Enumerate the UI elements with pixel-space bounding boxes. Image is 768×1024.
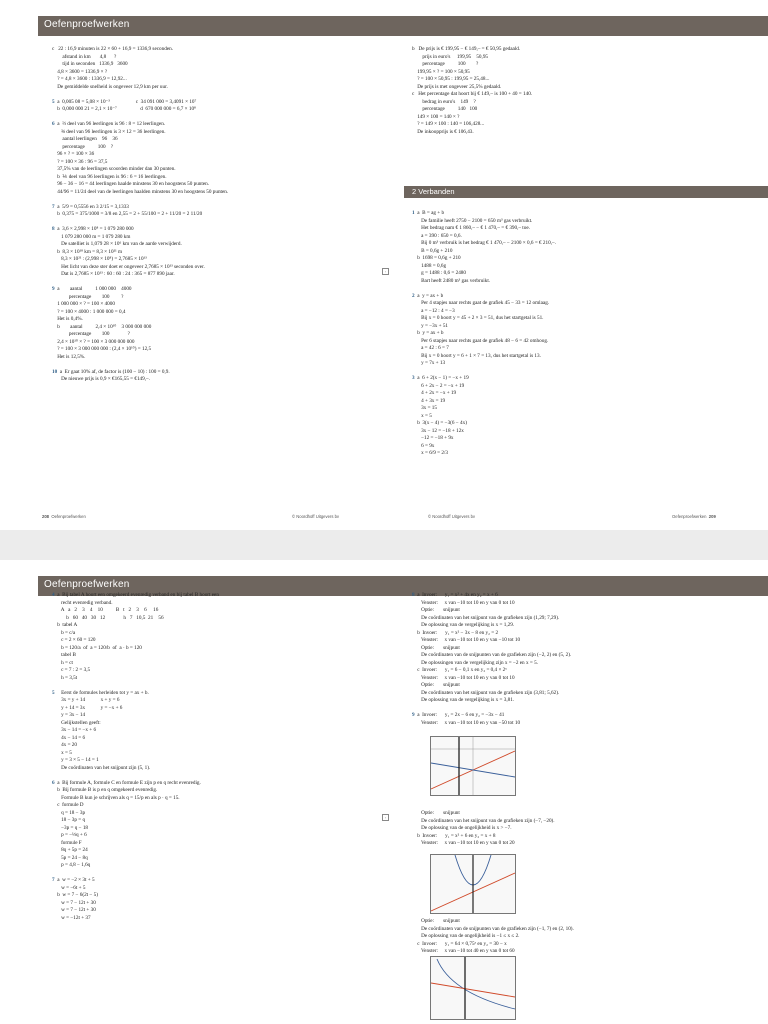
text-line: 1 000 000 × ? = 100 × 4000: [52, 301, 115, 307]
text-line: b = c/a: [52, 629, 76, 636]
text-line: 4 + 3x = 19: [412, 397, 446, 404]
text-line: w = 7 − 12t + 30: [52, 899, 96, 906]
question-number: 6: [52, 779, 55, 786]
text-line: 4x = 20: [52, 742, 77, 748]
text-line: 3x = 15: [412, 405, 437, 411]
text-line: Het bedrag nam € 1 860,– − € 1 470,– = € 390,– toe.: [412, 225, 530, 231]
text-line: b y = ax + b: [412, 330, 444, 336]
text-line: Bart heeft 2480 m³ gas verbruikt.: [412, 277, 491, 284]
text-line: afstand in km 4,8 ?: [52, 53, 117, 60]
text-line: Optie: snijpunt: [412, 810, 460, 816]
page-209-bottom-content: [412, 210, 752, 458]
text-line: 5 a 0,005 08 = 5,08 × 10⁻³ c 34 091 000 = 3,4091 × 10⁷: [52, 98, 197, 105]
text-line: [412, 368, 752, 376]
text-line: 9 a Invoer: y₁ = 2x − 6 en y₂ = −3x − 41: [412, 712, 505, 718]
text-line: percentage 100 ?: [52, 331, 130, 337]
text-line: [52, 91, 382, 99]
text-line: De oplossing van de ongelijkheid is x > −7.: [412, 825, 512, 831]
text-line: 6 a Bij formule A, formule C en formule E zijn p en q recht evenredig.: [52, 779, 201, 786]
page-211-content-c: [412, 918, 752, 956]
text-line: Formule B kun je schrijven als q = 15/p en als p · q = 15.: [52, 794, 180, 801]
text-line: b Bij formule B is p en q omgekeerd evenredig.: [52, 787, 158, 793]
text-line: 1 079 280 000 m = 1 079 280 km: [52, 233, 131, 240]
text-line: c Het percentage dat hoort bij € 149,– is 100 + 40 = 140.: [412, 91, 533, 97]
text-line: 8,3 × 10²¹ : (2,998 × 10⁸) = 2,7685 × 10¹³: [52, 256, 147, 262]
text-line: De coördinaten van het snijpunt zijn (5, 1).: [52, 764, 151, 771]
text-line: 6 = 9x: [412, 442, 435, 449]
text-line: tabel B: [52, 652, 76, 658]
section-2-title: 2 Verbanden: [412, 187, 455, 196]
text-line: De coördinaten van het snijpunt van de grafieken zijn (1,29; 7,29).: [412, 614, 560, 621]
text-line: [52, 870, 382, 878]
text-line: Het is 12,5%.: [52, 353, 86, 360]
text-line: De satelliet is 1,079 28 × 10⁶ km van de aarde verwijderd.: [52, 241, 182, 247]
footer-label-left: Oefenproefwerken: [51, 514, 86, 519]
text-line: w = −12t + 37: [52, 914, 91, 921]
question-number: 7: [52, 203, 55, 210]
text-line: 8q + 5p = 24: [52, 847, 88, 853]
text-line: percentage 100 ?: [52, 293, 124, 300]
page-209-top-content: [412, 46, 752, 136]
text-line: 5p = 24 − 8q: [52, 854, 88, 861]
text-line: Venster: x van −10 tot 40 en y van 0 tot 60: [412, 948, 515, 954]
text-line: [52, 219, 382, 227]
text-line: b 1698 = 0,6g + 210: [412, 255, 461, 261]
text-line: De oplossing van de vergelijking is x = 3,81.: [412, 697, 515, 703]
text-line: aantal leerlingen 96 36: [52, 136, 118, 142]
text-line: x = 5: [412, 412, 432, 419]
text-line: percentage 100 ?: [52, 143, 114, 150]
text-line: y + 14 = 3x y = −x + 6: [52, 704, 123, 711]
footer-label-right: Oefenproefwerken: [672, 514, 707, 519]
text-line: y = 7x + 13: [412, 360, 446, 366]
text-line: ? = 100 × 4000 : 1 000 000 = 0,4: [52, 308, 126, 315]
text-line: tijd in seconden 1336,9 3600: [52, 61, 128, 67]
text-line: g = 1488 : 0,6 = 2480: [412, 270, 466, 276]
text-line: ? = 4,8 × 3600 : 1336,9 = 12,92...: [52, 76, 127, 82]
text-line: 8 a 3,6 × 2,998 × 10⁸ = 1 079 280 000: [52, 226, 134, 232]
text-line: y = 3 × 5 − 14 = 1: [52, 757, 99, 763]
text-line: 2,4 × 10¹⁰ × ? = 100 × 3 000 000 000: [52, 338, 135, 345]
text-line: De inkoopprijs is € 106,43.: [412, 128, 474, 135]
text-line: Dat is 2,7685 × 10¹³ : 60 : 60 : 24 : 365 = 877 890 jaar.: [52, 271, 175, 277]
text-line: 44/96 = 11/24 deel van de leerlingen haalden minstens 30 en hoogstens 50 punten.: [52, 188, 229, 195]
text-line: [52, 114, 382, 122]
text-line: prijs in euro's 199,95 50,95: [412, 53, 489, 60]
text-line: q = 18 − 3p: [52, 809, 86, 816]
text-line: [52, 361, 382, 369]
text-line: De coördinaten van de snijpunten van de grafieken zijn (−1, 7) en (2, 10).: [412, 925, 574, 932]
question-number: 9: [52, 286, 55, 292]
text-line: b De prijs is € 199,95 − € 149,– = € 50,95 gedaald.: [412, 46, 521, 52]
text-line: 37,5% van de leerlingen scoorden minder dan 30 punten.: [52, 166, 176, 172]
text-line: ? = 100 × 3 000 000 000 : (2,4 × 10¹⁰) = 12,5: [52, 346, 152, 352]
text-line: b 8,3 × 10¹⁸ km = 8,3 × 10²¹ m: [52, 248, 123, 255]
text-line: B = 0,6g + 210: [412, 247, 453, 254]
text-line: 10 a Er gaat 10% af, de factor is (100 − 10) : 100 = 0,9.: [52, 368, 170, 375]
text-line: 3x = y + 14 x + y = 6: [52, 697, 120, 703]
section-2-header: [404, 186, 768, 198]
text-line: 4x − 14 = 6: [52, 734, 86, 741]
question-number: 2: [412, 292, 415, 299]
footer-publisher-right: © Noordhoff Uitgevers bv: [428, 514, 475, 519]
text-line: c Invoer: y₁ = 64 × 0,75ˣ en y₂ = 30 − x: [412, 940, 507, 947]
text-line: 9 a aantal 1 000 000 4000: [52, 286, 132, 292]
text-line: 4 a Bij tabel A hoort een omgekeerd evenredig verband en bij tabel B hoort een: [52, 592, 219, 598]
text-line: 4 + 2x = −x + 19: [412, 390, 457, 396]
text-line: Bij x = 0 hoort y = 45 + 2 × 3 = 51, dus het startgetal is 51.: [412, 315, 544, 321]
question-number: 8: [52, 226, 55, 232]
text-line: b aantal 2,4 × 10¹⁰ 3 000 000 000: [52, 323, 152, 330]
text-line: 8 a Invoer: y₁ = x² + 4x en y₂ = x + 6: [412, 592, 498, 598]
graph-9a-svg: [431, 737, 515, 795]
question-number: 4: [52, 592, 55, 598]
text-line: 1 a B = ag + b: [412, 210, 445, 216]
graph-9a: [430, 736, 516, 796]
text-line: b 60 40 30 12 h 7 10,5 21 56: [52, 614, 164, 621]
text-line: De familie heeft 2750 − 2100 = 650 m³ gas verbruikt.: [412, 217, 533, 224]
graph-line-c: [431, 983, 515, 997]
text-line: De coördinaten van het snijpunt van de grafieken zijn (3,81; 5,62).: [412, 689, 560, 696]
text-line: Bij x = 0 hoort y = 6 + 1 × 7 = 13, dus het startgetal is 13.: [412, 352, 541, 359]
spread-210-211: [0, 560, 768, 1024]
header-bar: [38, 16, 768, 36]
question-number: 6: [52, 121, 55, 127]
text-line: 96 × ? = 100 × 36: [52, 151, 95, 157]
text-line: De oplossing van de ongelijkheid is −1 ≤ x ≤ 2.: [412, 933, 520, 939]
text-line: Venster: x van −10 tot 10 en y van 0 tot 20: [412, 840, 515, 846]
text-line: [412, 285, 752, 293]
text-line: Per 6 stapjes naar rechts gaat de grafiek 48 − 6 = 42 omhoog.: [412, 337, 549, 344]
text-line: h = ct: [52, 659, 73, 666]
text-line: [52, 682, 382, 690]
text-line: Gelijkstellen geeft:: [52, 719, 101, 726]
text-line: 6 + 2x − 2 = −x + 19: [412, 382, 465, 389]
footer-publisher-left: © Noordhoff Uitgevers bv: [292, 514, 339, 519]
text-line: ? = 100 × 36 : 96 = 37,5: [52, 158, 108, 165]
text-line: 4,8 × 3600 = 1336,9 × ?: [52, 68, 108, 75]
text-line: p = 4,8 − 1,6q: [52, 862, 91, 868]
text-line: De oplossingen van de vergelijking zijn x = −2 en x = 5.: [412, 659, 538, 666]
page-number-209: 209: [708, 514, 716, 519]
text-line: [52, 196, 382, 204]
text-line: −12 = −18 + 9x: [412, 435, 454, 441]
text-line: Optie: snijpunt: [412, 918, 460, 924]
text-line: Venster: x van −10 tot 10 en y van 0 tot 10: [412, 674, 515, 681]
text-line: a = 42 : 6 = 7: [412, 345, 449, 351]
text-line: 199,95 × ? = 100 × 50,95: [412, 68, 470, 75]
graph-9b: [430, 854, 516, 914]
text-line: c = 2 × 60 = 120: [52, 637, 96, 643]
text-line: y = 3x − 14: [52, 712, 86, 718]
text-line: p = −⅓q + 6: [52, 832, 87, 838]
text-line: 7 a w = −2 × 3t + 5: [52, 877, 95, 883]
text-line: 6 a ⅔ deel van 96 leerlingen is 96 : 8 = 12 leerlingen.: [52, 121, 166, 127]
text-line: Bij 0 m³ verbruik is het bedrag € 1 470,– − 2100 × 0,6 = € 210,–.: [412, 240, 556, 246]
text-line: 5 Eerst de formules herleiden tot y = ax + b.: [52, 689, 149, 696]
text-line: b 0,375 = 375/1000 = 3/8 en 2,55 = 2 + 55/100 = 2 + 11/20 = 2 11/20: [52, 211, 203, 217]
footer-right: [672, 514, 716, 519]
text-line: 96 − 36 − 16 = 44 leerlingen haalde minstens 30 en hoogstens 50 punten.: [52, 181, 210, 187]
question-number: 8: [412, 592, 415, 598]
text-line: b tabel A: [52, 622, 78, 628]
header-title: Oefenproefwerken: [44, 19, 130, 30]
text-line: ? = 149 × 100 : 140 = 106,428...: [412, 121, 485, 127]
text-line: b = 120/a of a = 120/b of a · b = 120: [52, 644, 142, 651]
text-line: A a 2 3 4 10 B t 2 3 6 16: [52, 607, 159, 613]
text-line: h = 3,5t: [52, 674, 78, 681]
text-line: percentage 100 ?: [412, 61, 479, 67]
footer-left: [42, 514, 86, 519]
text-line: Venster: x van −10 tot 10 en y van −10 tot 10: [412, 637, 521, 643]
text-line: Optie: snijpunt: [412, 607, 460, 613]
question-number: 9: [412, 712, 415, 718]
text-line: c Invoer: y₁ = 6 − 0,1 x en y₂ = 0,4 × 2ˣ: [412, 667, 507, 673]
text-line: Het licht van deze ster doet er ongeveer 2,7685 × 10¹³ seconden over.: [52, 263, 205, 270]
text-line: ? = 100 × 50,95 : 199,95 = 25,48...: [412, 76, 490, 82]
text-line: b 3(x − 4) = −3(6 − 4x): [412, 420, 467, 426]
graph-9c: [430, 956, 516, 1020]
text-line: recht evenredig verband.: [52, 599, 113, 606]
text-line: b w = 7 − 6(2t − 5): [52, 892, 98, 898]
text-line: 2 a y = ax + b: [412, 292, 444, 299]
text-line: percentage 140 100: [412, 106, 478, 112]
text-line: c 22 : 16,9 minuten is 22 × 60 + 16,9 = 1336,9 seconden.: [52, 46, 174, 52]
page-210-content: [52, 592, 382, 922]
text-line: c formule D: [52, 802, 84, 808]
text-line: Optie: snijpunt: [412, 644, 460, 651]
text-line: 3x − 12 = −18 + 12x: [412, 427, 464, 434]
text-line: Optie: snijpunt: [412, 682, 460, 688]
exp-curve: [437, 959, 515, 1009]
text-line: De oplossing van de vergelijking is x = 1,29.: [412, 622, 515, 628]
text-line: Venster: x van −10 tot 10 en y van −50 tot 10: [412, 719, 521, 726]
page-211-content-a: [412, 592, 752, 727]
text-line: 149 × 100 = 140 × ?: [412, 113, 460, 120]
text-line: De coördinaten van de snijpunten van de grafieken zijn (−2, 2) en (5, 2).: [412, 652, 572, 658]
page-211-content-b: [412, 810, 752, 848]
text-line: −3p = q − 18: [52, 824, 89, 831]
question-number: 5: [52, 98, 55, 105]
text-line: 7 a 5/9 = 0,5556 en 3 2/15 = 3,1333: [52, 203, 129, 210]
page-208-content: [52, 46, 382, 384]
gutter-marker-icon: ◦: [382, 268, 389, 275]
text-line: [412, 705, 752, 713]
header-title-2: Oefenproefwerken: [44, 579, 130, 590]
text-line: De coördinaten van het snijpunt van de grafieken zijn (−7, −20).: [412, 817, 555, 824]
text-line: Per 4 stapjes naar rechts gaat de grafiek 45 − 33 = 12 omlaag.: [412, 300, 550, 306]
text-line: x = 6/9 = 2/3: [412, 450, 448, 456]
text-line: x = 5: [52, 749, 72, 756]
question-number: 1: [412, 210, 415, 216]
page-number-208: 208: [42, 514, 49, 519]
text-line: 18 − 3p = q: [52, 817, 86, 823]
text-line: [52, 772, 382, 780]
text-line: b ⅙ deel van 96 leerlingen is 96 : 6 = 16 leerlingen.: [52, 173, 167, 180]
question-number: 5: [52, 689, 55, 696]
text-line: c = 7 : 2 = 3,5: [52, 667, 91, 673]
text-line: Het is 0,4%.: [52, 316, 83, 322]
question-number: 3: [412, 375, 415, 381]
gutter-marker-icon-2: ◦: [382, 814, 389, 821]
text-line: 3x − 14 = −x + 6: [52, 727, 97, 733]
text-line: 1488 = 0,6g: [412, 262, 447, 269]
text-line: a = 390 : 650 = 0,6.: [412, 232, 462, 239]
text-line: De prijs is met ongeveer 25,5% gedaald.: [412, 83, 502, 90]
text-line: b Invoer: y₁ = x² + 6 en y₂ = x + 8: [412, 832, 496, 839]
graph-9b-svg: [431, 855, 515, 913]
text-line: ⅜ deel van 96 leerlingen is 3 × 12 = 36 leerlingen.: [52, 128, 166, 135]
text-line: 3 a 6 + 2(x − 1) = −x + 19: [412, 375, 469, 381]
text-line: De gemiddelde snelheid is ongeveer 12,9 km per uur.: [52, 83, 168, 90]
question-number: 7: [52, 877, 55, 883]
text-line: y = −3x + 51: [412, 322, 449, 329]
text-line: b 0,000 000 21 = 2,1 × 10⁻⁷ d 670 000 000 = 6,7 × 10⁸: [52, 106, 196, 112]
text-line: De nieuwe prijs is 0,9 × €165,55 = €149,–.: [52, 376, 150, 382]
text-line: formule F: [52, 839, 82, 846]
graph-9c-svg: [431, 957, 515, 1019]
text-line: w = 7 − 12t + 30: [52, 907, 96, 913]
text-line: b Invoer: y₁ = x² − 3x − 8 en y₂ = 2: [412, 629, 499, 636]
text-line: w = −6t + 5: [52, 884, 86, 891]
text-line: Venster: x van −10 tot 10 en y van 0 tot 10: [412, 599, 515, 606]
text-line: [52, 279, 382, 287]
question-number: 10: [52, 368, 58, 375]
text-line: a = −12 : 4 = −3: [412, 307, 455, 314]
text-line: bedrag in euro's 149 ?: [412, 98, 476, 105]
